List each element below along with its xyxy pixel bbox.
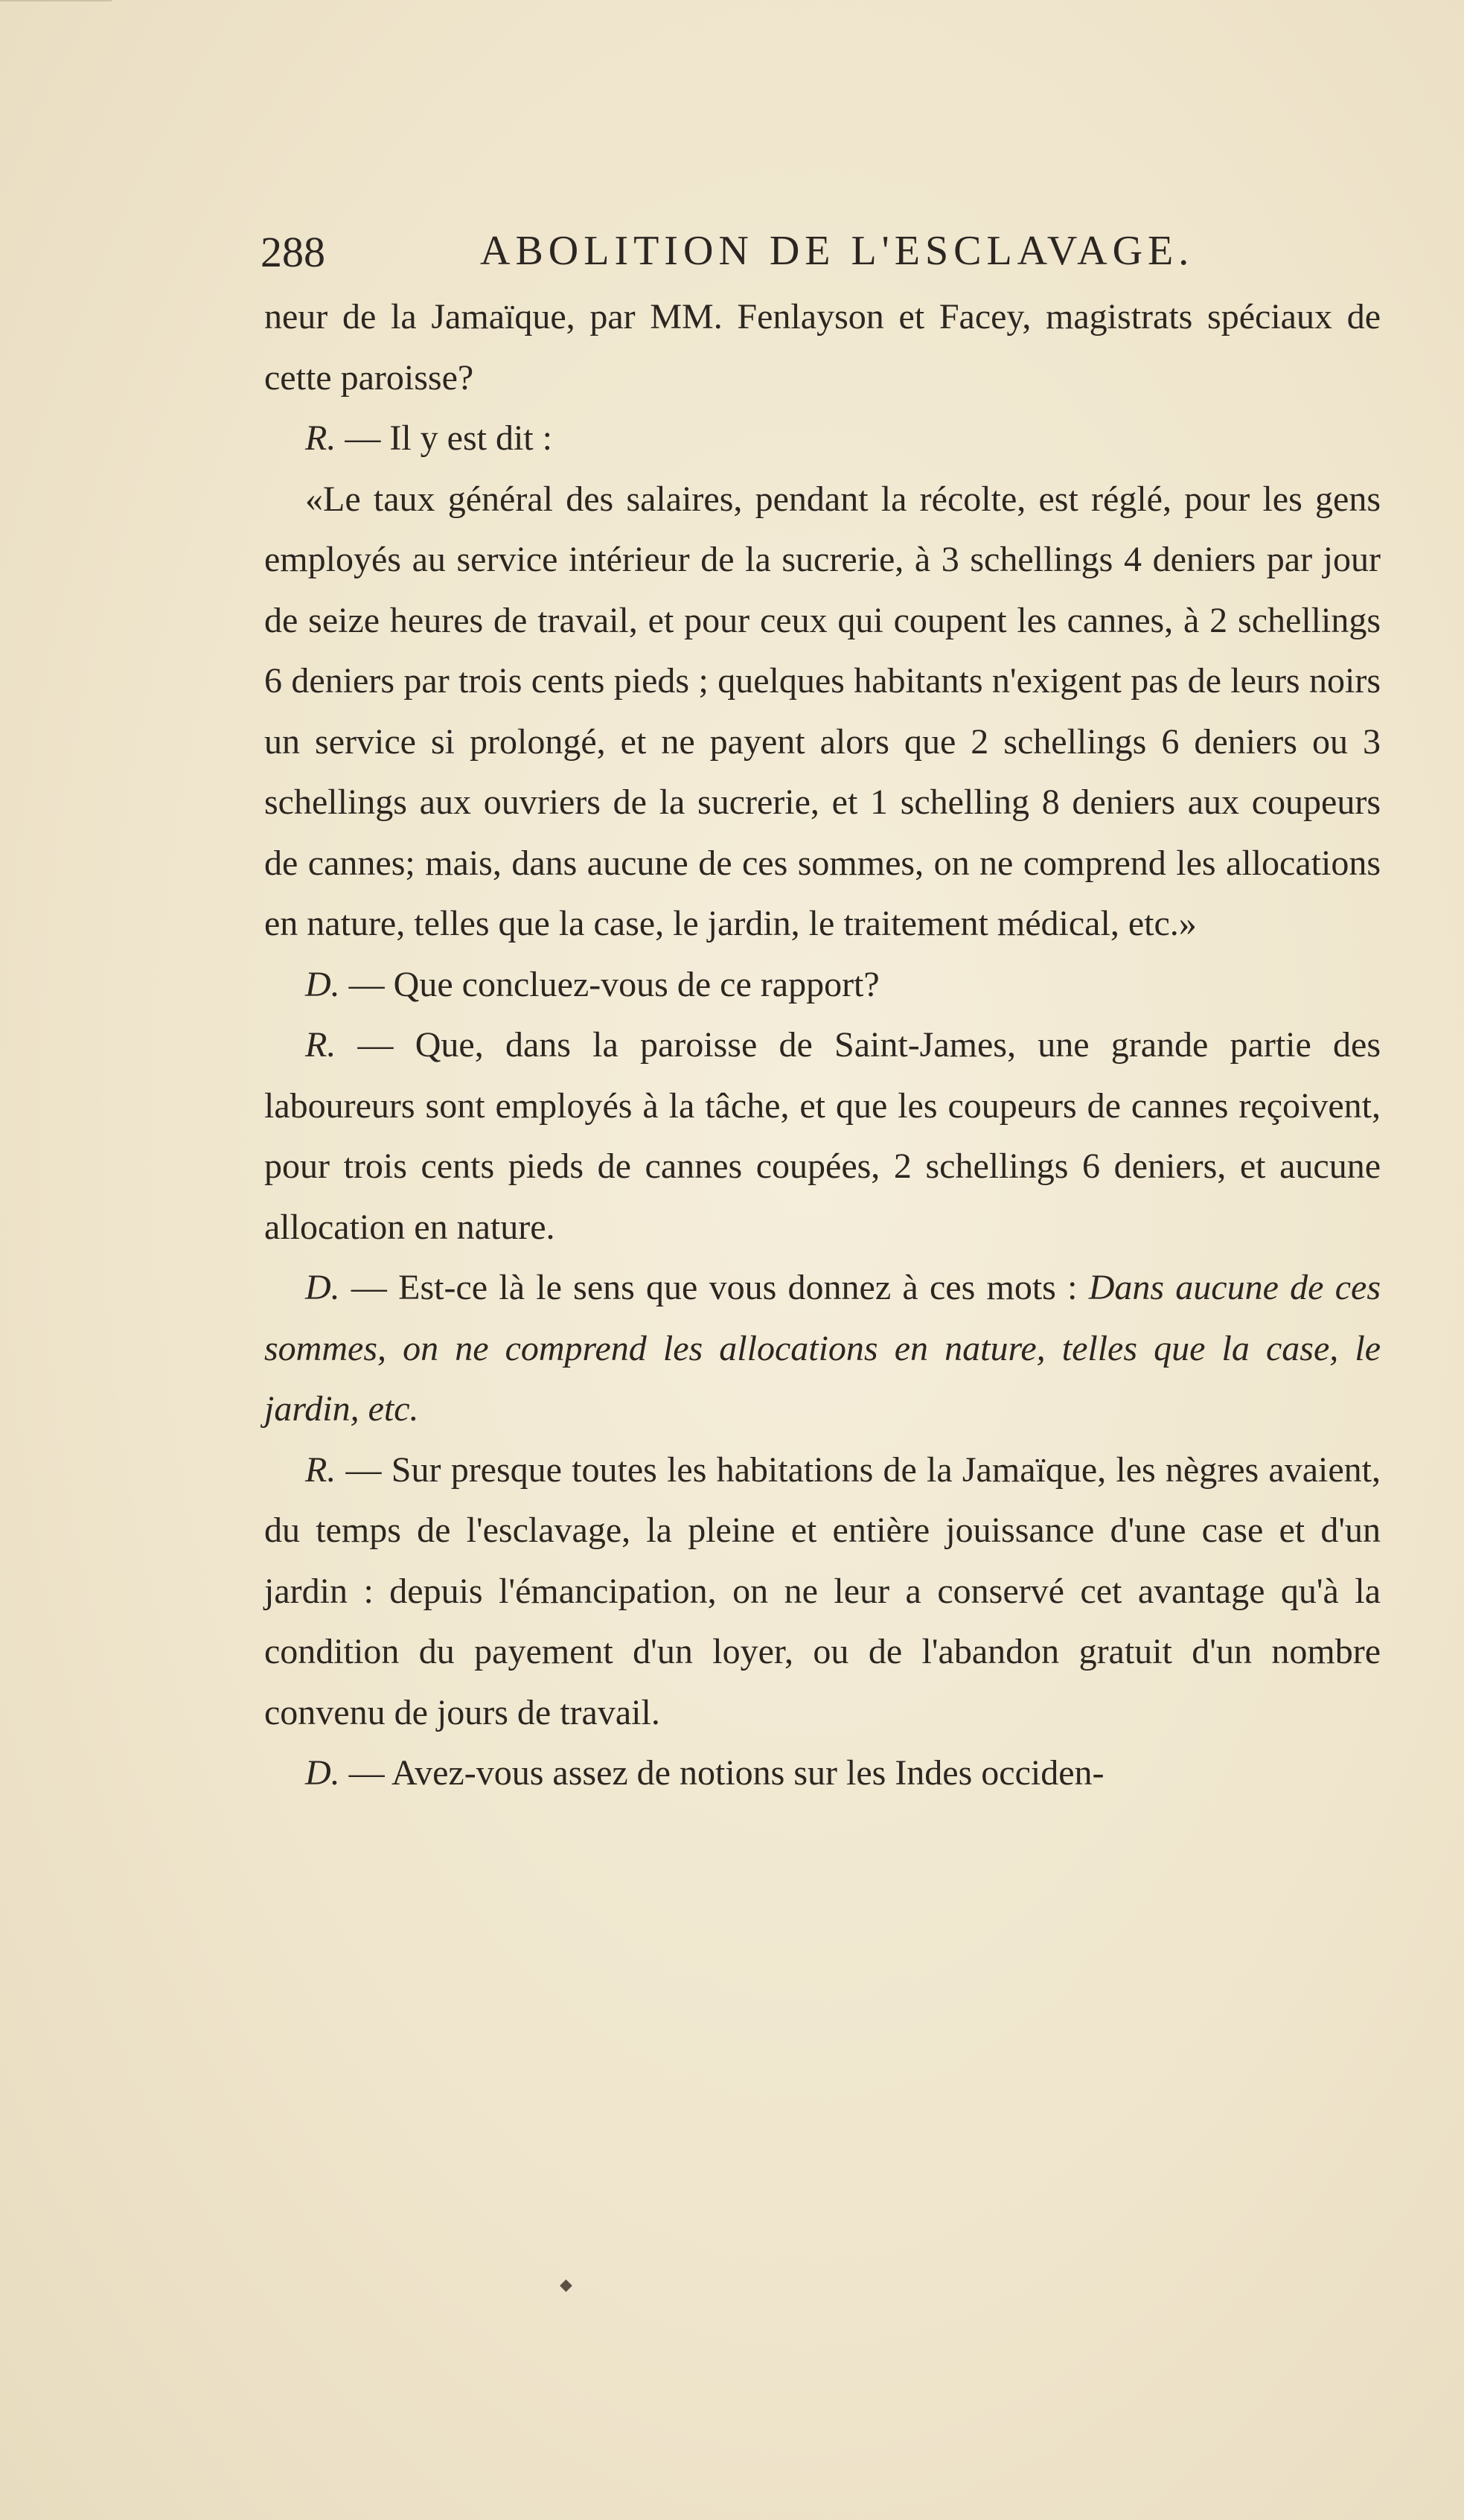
paragraph-question <box>264 1743 1381 1804</box>
paragraph-question <box>264 954 1381 1015</box>
speaker-label: D. <box>305 964 340 1004</box>
running-title: ABOLITION DE L'ESCLAVAGE. <box>480 228 1195 274</box>
body-text <box>264 287 1381 1804</box>
paragraph-text: neur de la Jamaïque, par MM. Fenlayson et Facey, magistrats spéciaux de cette paroisse? <box>264 297 1381 398</box>
paragraph-text: «Le taux général des salaires, pendant la récolte, est réglé, pour les gens employés au service intérieur de la sucrerie, à 3 schellings 4 deniers par jour de seize heures de travail, et pour ceux qui coupent les cannes, à 2 schellings 6 deniers par trois cents pieds ; quelques habitants n'exigent pas de leurs noirs un service si prolongé, et ne payent alors que 2 schellings 6 deniers ou 3 schellings aux ouvriers de la sucrerie, et 1 schelling 8 deniers aux coupeurs de cannes; mais, dans aucune de ces sommes, on ne comprend les allocations en nature, telles que la case, le jardin, le traitement médical, etc.» <box>264 479 1381 943</box>
paragraph-text: — Sur presque toutes les habitations de la Jamaïque, les nègres avaient, du temps de l'esclavage, la pleine et entière jouissance d'une case et d'un jardin : depuis l'émancipation, on ne leur a conservé cet avantage qu'à la condition du payement d'un loyer, ou de l'abandon gratuit d'un nombre convenu de jours de travail. <box>264 1449 1381 1732</box>
paragraph-text: — Que concluez-vous de ce rapport? <box>339 964 880 1004</box>
paragraph-answer <box>264 408 1381 469</box>
scan-edge-line <box>0 0 112 1</box>
speaker-label: R. <box>305 1449 336 1490</box>
paragraph-answer <box>264 1015 1381 1257</box>
paragraph-question <box>264 1257 1381 1440</box>
italic-quote: Dans aucune de ces sommes, on ne comprend les allocations en nature, telles que la case, le jardin, etc. <box>264 1268 1381 1429</box>
speaker-label: D. <box>305 1268 340 1307</box>
paragraph-continuation <box>264 287 1381 408</box>
page-number: 288 <box>260 228 325 276</box>
speaker-label: R. <box>305 1025 336 1065</box>
paragraph-text: — Avez-vous assez de notions sur les Indes occiden- <box>339 1753 1105 1793</box>
paragraph-text: — Que, dans la paroisse de Saint-James, une grande partie des laboureurs sont employés à la tâche, et que les coupeurs de cannes reçoivent, pour trois cents pieds de cannes coupées, 2 schellings 6 deniers, et aucune allocation en nature. <box>264 1025 1381 1247</box>
paragraph-answer <box>264 1440 1381 1744</box>
speaker-label: D. <box>305 1753 340 1793</box>
page-header <box>260 227 1228 287</box>
speaker-label: R. <box>305 418 336 458</box>
paragraph-text: — Il y est dit : <box>336 418 552 458</box>
paragraph-text: — Est-ce là le sens que vous donnez à ces mots : <box>339 1268 1089 1307</box>
paragraph-quotation <box>264 469 1381 954</box>
signature-mark: ◆ <box>560 2276 572 2294</box>
